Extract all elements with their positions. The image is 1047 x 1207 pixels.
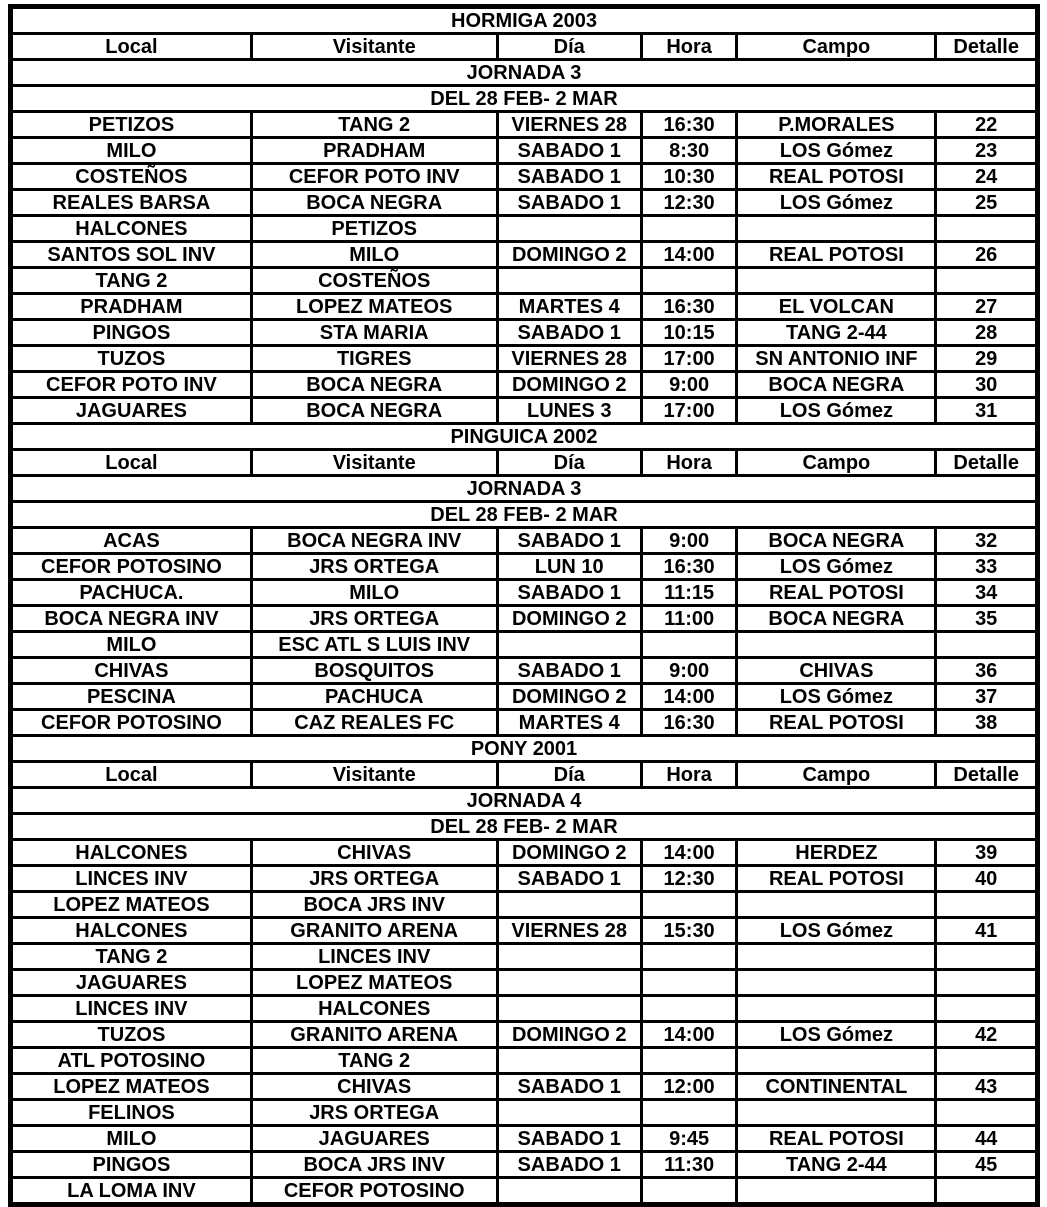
- cell-dia: SABADO 1: [497, 580, 641, 606]
- section-title-row: [11, 424, 1038, 450]
- cell-dia: MARTES 4: [497, 710, 641, 736]
- cell-detalle: 22: [936, 112, 1038, 138]
- cell-local: MILO: [11, 632, 252, 658]
- cell-detalle: [936, 996, 1038, 1022]
- cell-dia: [497, 944, 641, 970]
- cell-detalle: [936, 944, 1038, 970]
- cell-campo: [737, 216, 936, 242]
- match-row: [11, 190, 1038, 216]
- match-row: [11, 684, 1038, 710]
- column-header-visitante: Visitante: [251, 34, 497, 60]
- cell-visitante: PACHUCA: [251, 684, 497, 710]
- match-row: [11, 1126, 1038, 1152]
- cell-hora: 9:00: [641, 528, 737, 554]
- cell-detalle: 35: [936, 606, 1038, 632]
- cell-detalle: 36: [936, 658, 1038, 684]
- cell-campo: CONTINENTAL: [737, 1074, 936, 1100]
- match-row: [11, 970, 1038, 996]
- cell-local: HALCONES: [11, 840, 252, 866]
- match-row: [11, 1178, 1038, 1205]
- match-row: [11, 528, 1038, 554]
- cell-visitante: BOCA JRS INV: [251, 1152, 497, 1178]
- cell-hora: 10:30: [641, 164, 737, 190]
- cell-local: TUZOS: [11, 1022, 252, 1048]
- cell-campo: [737, 996, 936, 1022]
- cell-detalle: [936, 216, 1038, 242]
- cell-local: LA LOMA INV: [11, 1178, 252, 1205]
- cell-local: PINGOS: [11, 320, 252, 346]
- date-range-label: DEL 28 FEB- 2 MAR: [11, 502, 1038, 528]
- column-header-visitante: Visitante: [251, 762, 497, 788]
- cell-dia: SABADO 1: [497, 1152, 641, 1178]
- jornada-label: JORNADA 3: [11, 60, 1038, 86]
- match-row: [11, 892, 1038, 918]
- column-header-row: [11, 450, 1038, 476]
- match-row: [11, 840, 1038, 866]
- cell-dia: DOMINGO 2: [497, 684, 641, 710]
- cell-dia: [497, 632, 641, 658]
- match-row: [11, 606, 1038, 632]
- cell-visitante: ESC ATL S LUIS INV: [251, 632, 497, 658]
- column-header-row: [11, 762, 1038, 788]
- column-header-row: [11, 34, 1038, 60]
- cell-campo: [737, 1048, 936, 1074]
- match-row: [11, 996, 1038, 1022]
- cell-local: HALCONES: [11, 216, 252, 242]
- column-header-local: Local: [11, 450, 252, 476]
- cell-visitante: BOCA NEGRA: [251, 372, 497, 398]
- cell-detalle: 42: [936, 1022, 1038, 1048]
- cell-hora: 11:30: [641, 1152, 737, 1178]
- cell-local: BOCA NEGRA INV: [11, 606, 252, 632]
- cell-hora: 11:15: [641, 580, 737, 606]
- cell-local: COSTEÑOS: [11, 164, 252, 190]
- match-row: [11, 1100, 1038, 1126]
- cell-detalle: 43: [936, 1074, 1038, 1100]
- match-row: [11, 1074, 1038, 1100]
- cell-dia: DOMINGO 2: [497, 242, 641, 268]
- cell-hora: [641, 632, 737, 658]
- cell-dia: SABADO 1: [497, 320, 641, 346]
- cell-hora: 8:30: [641, 138, 737, 164]
- column-header-campo: Campo: [737, 450, 936, 476]
- cell-hora: [641, 1100, 737, 1126]
- match-row: [11, 138, 1038, 164]
- cell-dia: DOMINGO 2: [497, 1022, 641, 1048]
- cell-visitante: CAZ REALES FC: [251, 710, 497, 736]
- cell-local: JAGUARES: [11, 970, 252, 996]
- cell-dia: VIERNES 28: [497, 918, 641, 944]
- column-header-campo: Campo: [737, 34, 936, 60]
- match-row: [11, 320, 1038, 346]
- match-row: [11, 944, 1038, 970]
- cell-campo: SN ANTONIO INF: [737, 346, 936, 372]
- cell-local: PINGOS: [11, 1152, 252, 1178]
- match-row: [11, 112, 1038, 138]
- cell-campo: [737, 632, 936, 658]
- cell-hora: 17:00: [641, 346, 737, 372]
- cell-campo: LOS Gómez: [737, 1022, 936, 1048]
- cell-visitante: PETIZOS: [251, 216, 497, 242]
- match-row: [11, 216, 1038, 242]
- cell-local: PACHUCA.: [11, 580, 252, 606]
- cell-visitante: JAGUARES: [251, 1126, 497, 1152]
- cell-campo: REAL POTOSI: [737, 866, 936, 892]
- date-range-row: [11, 814, 1038, 840]
- cell-local: CEFOR POTO INV: [11, 372, 252, 398]
- cell-campo: P.MORALES: [737, 112, 936, 138]
- cell-visitante: LINCES INV: [251, 944, 497, 970]
- cell-campo: BOCA NEGRA: [737, 372, 936, 398]
- cell-campo: LOS Gómez: [737, 138, 936, 164]
- column-header-local: Local: [11, 762, 252, 788]
- cell-dia: SABADO 1: [497, 164, 641, 190]
- cell-campo: REAL POTOSI: [737, 242, 936, 268]
- cell-visitante: JRS ORTEGA: [251, 606, 497, 632]
- cell-campo: TANG 2-44: [737, 320, 936, 346]
- match-row: [11, 294, 1038, 320]
- match-row: [11, 580, 1038, 606]
- cell-dia: [497, 970, 641, 996]
- cell-detalle: [936, 892, 1038, 918]
- match-row: [11, 710, 1038, 736]
- cell-detalle: [936, 268, 1038, 294]
- cell-hora: 15:30: [641, 918, 737, 944]
- cell-dia: SABADO 1: [497, 138, 641, 164]
- cell-dia: VIERNES 28: [497, 346, 641, 372]
- cell-detalle: 23: [936, 138, 1038, 164]
- cell-detalle: [936, 632, 1038, 658]
- cell-campo: TANG 2-44: [737, 1152, 936, 1178]
- cell-campo: [737, 268, 936, 294]
- cell-hora: [641, 996, 737, 1022]
- cell-local: LOPEZ MATEOS: [11, 1074, 252, 1100]
- cell-visitante: CEFOR POTO INV: [251, 164, 497, 190]
- cell-hora: [641, 216, 737, 242]
- cell-local: PETIZOS: [11, 112, 252, 138]
- cell-visitante: TIGRES: [251, 346, 497, 372]
- cell-visitante: BOCA NEGRA INV: [251, 528, 497, 554]
- cell-visitante: BOSQUITOS: [251, 658, 497, 684]
- cell-visitante: TANG 2: [251, 1048, 497, 1074]
- cell-local: SANTOS SOL INV: [11, 242, 252, 268]
- cell-visitante: CHIVAS: [251, 1074, 497, 1100]
- cell-campo: LOS Gómez: [737, 684, 936, 710]
- cell-hora: 14:00: [641, 242, 737, 268]
- cell-dia: SABADO 1: [497, 1074, 641, 1100]
- cell-local: TANG 2: [11, 944, 252, 970]
- cell-local: PESCINA: [11, 684, 252, 710]
- cell-campo: [737, 970, 936, 996]
- column-header-dia: Día: [497, 762, 641, 788]
- cell-hora: 16:30: [641, 554, 737, 580]
- cell-local: CEFOR POTOSINO: [11, 710, 252, 736]
- cell-dia: SABADO 1: [497, 658, 641, 684]
- cell-local: LOPEZ MATEOS: [11, 892, 252, 918]
- match-row: [11, 242, 1038, 268]
- cell-detalle: 34: [936, 580, 1038, 606]
- cell-detalle: 30: [936, 372, 1038, 398]
- section-title: HORMIGA 2003: [11, 7, 1038, 34]
- cell-campo: LOS Gómez: [737, 918, 936, 944]
- cell-hora: 12:30: [641, 866, 737, 892]
- cell-dia: [497, 1178, 641, 1205]
- cell-visitante: TANG 2: [251, 112, 497, 138]
- cell-local: FELINOS: [11, 1100, 252, 1126]
- schedule-table: [8, 4, 1040, 1207]
- cell-campo: BOCA NEGRA: [737, 528, 936, 554]
- cell-dia: [497, 996, 641, 1022]
- column-header-visitante: Visitante: [251, 450, 497, 476]
- cell-local: CEFOR POTOSINO: [11, 554, 252, 580]
- cell-hora: [641, 944, 737, 970]
- cell-local: MILO: [11, 1126, 252, 1152]
- cell-dia: LUN 10: [497, 554, 641, 580]
- column-header-detalle: Detalle: [936, 34, 1038, 60]
- cell-detalle: 39: [936, 840, 1038, 866]
- cell-detalle: [936, 1178, 1038, 1205]
- cell-hora: 12:30: [641, 190, 737, 216]
- cell-campo: REAL POTOSI: [737, 580, 936, 606]
- cell-dia: SABADO 1: [497, 1126, 641, 1152]
- match-row: [11, 554, 1038, 580]
- cell-visitante: BOCA NEGRA: [251, 190, 497, 216]
- jornada-label: JORNADA 4: [11, 788, 1038, 814]
- jornada-label: JORNADA 3: [11, 476, 1038, 502]
- column-header-detalle: Detalle: [936, 762, 1038, 788]
- cell-local: LINCES INV: [11, 996, 252, 1022]
- cell-campo: BOCA NEGRA: [737, 606, 936, 632]
- match-row: [11, 372, 1038, 398]
- match-row: [11, 918, 1038, 944]
- cell-detalle: [936, 1100, 1038, 1126]
- date-range-label: DEL 28 FEB- 2 MAR: [11, 814, 1038, 840]
- cell-visitante: LOPEZ MATEOS: [251, 294, 497, 320]
- section-title: PINGUICA 2002: [11, 424, 1038, 450]
- cell-hora: 11:00: [641, 606, 737, 632]
- cell-local: TANG 2: [11, 268, 252, 294]
- cell-dia: SABADO 1: [497, 190, 641, 216]
- cell-visitante: JRS ORTEGA: [251, 554, 497, 580]
- section-title-row: [11, 736, 1038, 762]
- cell-campo: LOS Gómez: [737, 554, 936, 580]
- cell-campo: [737, 1100, 936, 1126]
- cell-detalle: 40: [936, 866, 1038, 892]
- cell-campo: [737, 944, 936, 970]
- cell-dia: SABADO 1: [497, 528, 641, 554]
- cell-hora: 14:00: [641, 840, 737, 866]
- column-header-detalle: Detalle: [936, 450, 1038, 476]
- cell-visitante: HALCONES: [251, 996, 497, 1022]
- cell-campo: HERDEZ: [737, 840, 936, 866]
- cell-visitante: MILO: [251, 242, 497, 268]
- cell-dia: VIERNES 28: [497, 112, 641, 138]
- cell-detalle: 28: [936, 320, 1038, 346]
- cell-hora: 10:15: [641, 320, 737, 346]
- date-range-label: DEL 28 FEB- 2 MAR: [11, 86, 1038, 112]
- cell-local: LINCES INV: [11, 866, 252, 892]
- cell-detalle: 29: [936, 346, 1038, 372]
- column-header-hora: Hora: [641, 34, 737, 60]
- cell-dia: [497, 1048, 641, 1074]
- cell-visitante: JRS ORTEGA: [251, 1100, 497, 1126]
- match-row: [11, 346, 1038, 372]
- cell-hora: 14:00: [641, 1022, 737, 1048]
- cell-visitante: JRS ORTEGA: [251, 866, 497, 892]
- cell-hora: 17:00: [641, 398, 737, 424]
- date-range-row: [11, 86, 1038, 112]
- match-row: [11, 398, 1038, 424]
- cell-dia: [497, 1100, 641, 1126]
- cell-campo: CHIVAS: [737, 658, 936, 684]
- cell-local: CHIVAS: [11, 658, 252, 684]
- cell-hora: 12:00: [641, 1074, 737, 1100]
- cell-detalle: 44: [936, 1126, 1038, 1152]
- match-row: [11, 1048, 1038, 1074]
- cell-campo: REAL POTOSI: [737, 710, 936, 736]
- cell-detalle: 38: [936, 710, 1038, 736]
- cell-detalle: 25: [936, 190, 1038, 216]
- cell-detalle: 41: [936, 918, 1038, 944]
- match-row: [11, 1022, 1038, 1048]
- jornada-row: [11, 60, 1038, 86]
- cell-campo: REAL POTOSI: [737, 164, 936, 190]
- cell-detalle: 33: [936, 554, 1038, 580]
- cell-local: JAGUARES: [11, 398, 252, 424]
- cell-detalle: 37: [936, 684, 1038, 710]
- match-row: [11, 658, 1038, 684]
- column-header-hora: Hora: [641, 450, 737, 476]
- cell-visitante: BOCA JRS INV: [251, 892, 497, 918]
- cell-hora: [641, 970, 737, 996]
- cell-campo: REAL POTOSI: [737, 1126, 936, 1152]
- cell-visitante: GRANITO ARENA: [251, 918, 497, 944]
- cell-detalle: 31: [936, 398, 1038, 424]
- cell-hora: 9:45: [641, 1126, 737, 1152]
- cell-hora: [641, 1048, 737, 1074]
- column-header-dia: Día: [497, 450, 641, 476]
- cell-visitante: GRANITO ARENA: [251, 1022, 497, 1048]
- cell-hora: 16:30: [641, 112, 737, 138]
- cell-dia: MARTES 4: [497, 294, 641, 320]
- cell-local: MILO: [11, 138, 252, 164]
- match-row: [11, 866, 1038, 892]
- cell-hora: [641, 892, 737, 918]
- cell-local: ATL POTOSINO: [11, 1048, 252, 1074]
- jornada-row: [11, 476, 1038, 502]
- cell-campo: [737, 892, 936, 918]
- section-title-row: [11, 7, 1038, 34]
- match-row: [11, 268, 1038, 294]
- cell-hora: 14:00: [641, 684, 737, 710]
- cell-dia: LUNES 3: [497, 398, 641, 424]
- cell-campo: EL VOLCAN: [737, 294, 936, 320]
- cell-visitante: LOPEZ MATEOS: [251, 970, 497, 996]
- column-header-dia: Día: [497, 34, 641, 60]
- cell-local: PRADHAM: [11, 294, 252, 320]
- cell-campo: LOS Gómez: [737, 398, 936, 424]
- cell-visitante: BOCA NEGRA: [251, 398, 497, 424]
- cell-hora: 9:00: [641, 372, 737, 398]
- cell-local: HALCONES: [11, 918, 252, 944]
- cell-hora: [641, 268, 737, 294]
- match-row: [11, 164, 1038, 190]
- cell-detalle: 45: [936, 1152, 1038, 1178]
- cell-dia: DOMINGO 2: [497, 372, 641, 398]
- section-title: PONY 2001: [11, 736, 1038, 762]
- cell-local: TUZOS: [11, 346, 252, 372]
- cell-dia: DOMINGO 2: [497, 606, 641, 632]
- cell-dia: [497, 268, 641, 294]
- cell-visitante: CEFOR POTOSINO: [251, 1178, 497, 1205]
- cell-visitante: COSTEÑOS: [251, 268, 497, 294]
- column-header-campo: Campo: [737, 762, 936, 788]
- cell-visitante: MILO: [251, 580, 497, 606]
- cell-dia: [497, 892, 641, 918]
- cell-hora: 9:00: [641, 658, 737, 684]
- column-header-hora: Hora: [641, 762, 737, 788]
- cell-campo: [737, 1178, 936, 1205]
- cell-dia: [497, 216, 641, 242]
- cell-hora: 16:30: [641, 710, 737, 736]
- cell-local: ACAS: [11, 528, 252, 554]
- cell-detalle: [936, 970, 1038, 996]
- cell-detalle: [936, 1048, 1038, 1074]
- cell-detalle: 32: [936, 528, 1038, 554]
- match-row: [11, 1152, 1038, 1178]
- cell-visitante: PRADHAM: [251, 138, 497, 164]
- jornada-row: [11, 788, 1038, 814]
- cell-detalle: 24: [936, 164, 1038, 190]
- cell-campo: LOS Gómez: [737, 190, 936, 216]
- column-header-local: Local: [11, 34, 252, 60]
- cell-detalle: 27: [936, 294, 1038, 320]
- cell-visitante: CHIVAS: [251, 840, 497, 866]
- date-range-row: [11, 502, 1038, 528]
- cell-visitante: STA MARIA: [251, 320, 497, 346]
- match-row: [11, 632, 1038, 658]
- cell-local: REALES BARSA: [11, 190, 252, 216]
- cell-detalle: 26: [936, 242, 1038, 268]
- cell-hora: 16:30: [641, 294, 737, 320]
- cell-hora: [641, 1178, 737, 1205]
- cell-dia: SABADO 1: [497, 866, 641, 892]
- cell-dia: DOMINGO 2: [497, 840, 641, 866]
